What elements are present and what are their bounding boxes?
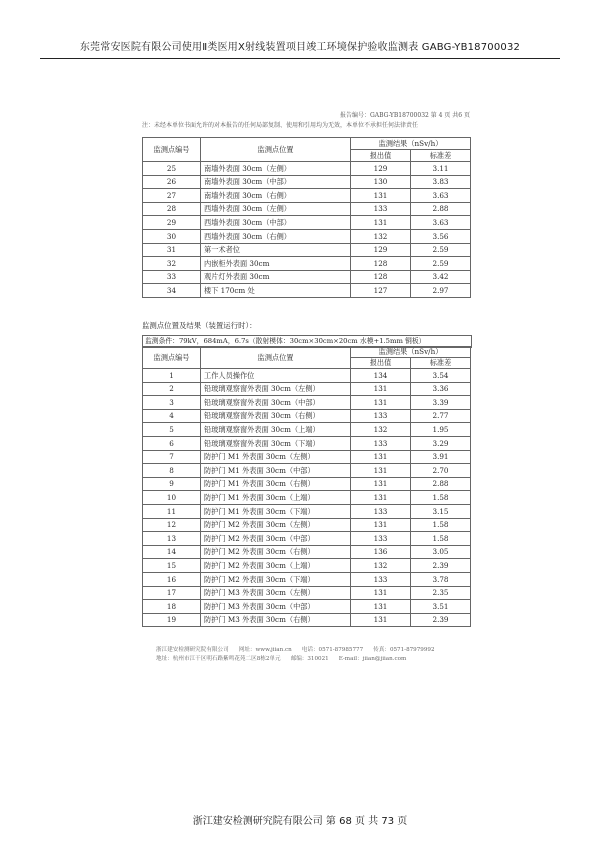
table-row bbox=[143, 243, 471, 257]
table-row bbox=[143, 423, 471, 437]
row-std-dev: 2.70 bbox=[411, 464, 471, 478]
row-id: 14 bbox=[143, 545, 201, 559]
row-id: 7 bbox=[143, 450, 201, 464]
row-id: 15 bbox=[143, 559, 201, 573]
row-id: 33 bbox=[143, 270, 201, 284]
row-std-dev: 3.05 bbox=[411, 545, 471, 559]
row-reported-value: 128 bbox=[351, 270, 411, 284]
col-std-header: 标准差 bbox=[411, 150, 471, 162]
row-std-dev: 2.59 bbox=[411, 257, 471, 271]
table-row bbox=[143, 518, 471, 532]
row-reported-value: 129 bbox=[351, 243, 411, 257]
row-id: 17 bbox=[143, 586, 201, 600]
row-position: 铅玻璃观察窗外表面 30cm（上端） bbox=[201, 423, 351, 437]
table-row bbox=[143, 202, 471, 216]
table-row bbox=[143, 613, 471, 627]
row-std-dev: 1.95 bbox=[411, 423, 471, 437]
row-position: 防护门 M3 外表面 30cm（右侧） bbox=[201, 613, 351, 627]
table-row bbox=[143, 572, 471, 586]
contact-item: 传真：0571-87979992 bbox=[373, 647, 435, 653]
row-id: 31 bbox=[143, 243, 201, 257]
lab-contact-info bbox=[156, 648, 476, 666]
row-std-dev: 3.78 bbox=[411, 572, 471, 586]
row-id: 11 bbox=[143, 504, 201, 518]
row-reported-value: 133 bbox=[351, 436, 411, 450]
row-id: 26 bbox=[143, 175, 201, 189]
row-position: 防护门 M1 外表面 30cm（右侧） bbox=[201, 477, 351, 491]
row-reported-value: 134 bbox=[351, 369, 411, 383]
row-std-dev: 2.39 bbox=[411, 559, 471, 573]
col-result-header: 监测结果（nSv/h） bbox=[351, 138, 471, 150]
table-row bbox=[143, 229, 471, 243]
table-row bbox=[143, 216, 471, 230]
row-position: 第一术者位 bbox=[201, 243, 351, 257]
row-position: 铅玻璃观察窗外表面 30cm（右侧） bbox=[201, 409, 351, 423]
row-reported-value: 131 bbox=[351, 450, 411, 464]
row-reported-value: 131 bbox=[351, 586, 411, 600]
col-id-header: 监测点编号 bbox=[143, 347, 201, 369]
row-id: 18 bbox=[143, 600, 201, 614]
row-position: 防护门 M1 外表面 30cm（左侧） bbox=[201, 450, 351, 464]
row-id: 4 bbox=[143, 409, 201, 423]
row-id: 2 bbox=[143, 382, 201, 396]
row-position: 楼下 170cm 处 bbox=[201, 284, 351, 298]
table-row bbox=[143, 586, 471, 600]
row-id: 30 bbox=[143, 229, 201, 243]
row-std-dev: 3.54 bbox=[411, 369, 471, 383]
row-reported-value: 128 bbox=[351, 257, 411, 271]
contact-item: 浙江建安检测研究院有限公司 bbox=[156, 647, 229, 653]
row-position: 防护门 M1 外表面 30cm（下端） bbox=[201, 504, 351, 518]
header-rule bbox=[40, 58, 560, 59]
row-reported-value: 131 bbox=[351, 464, 411, 478]
row-reported-value: 132 bbox=[351, 229, 411, 243]
row-id: 8 bbox=[143, 464, 201, 478]
row-std-dev: 3.63 bbox=[411, 189, 471, 203]
row-reported-value: 127 bbox=[351, 284, 411, 298]
results-table-2 bbox=[142, 346, 471, 627]
row-std-dev: 2.77 bbox=[411, 409, 471, 423]
table-row bbox=[143, 396, 471, 410]
row-position: 铅玻璃观察窗外表面 30cm（中部） bbox=[201, 396, 351, 410]
table-row bbox=[143, 175, 471, 189]
row-std-dev: 3.63 bbox=[411, 216, 471, 230]
monitoring-conditions: 监测条件：79kV，684mA，6.7s（散射模体：30cm×30cm×20cm 水模+1.5mm 铜板） bbox=[142, 335, 472, 348]
row-std-dev: 3.91 bbox=[411, 450, 471, 464]
row-reported-value: 131 bbox=[351, 216, 411, 230]
col-reported-header: 报出值 bbox=[351, 150, 411, 162]
table-row bbox=[143, 559, 471, 573]
row-reported-value: 133 bbox=[351, 572, 411, 586]
row-reported-value: 133 bbox=[351, 409, 411, 423]
row-std-dev: 2.59 bbox=[411, 243, 471, 257]
contact-item: 电话：0571-87985777 bbox=[301, 647, 364, 653]
row-std-dev: 3.56 bbox=[411, 229, 471, 243]
row-reported-value: 132 bbox=[351, 559, 411, 573]
section-title: 监测点位置及结果（装置运行时）： bbox=[142, 321, 257, 330]
disclaimer-note: 注：未经本单位书面允许的对本报告的任何局部复制、使用和引用均为无效，本单位不承担任何法律责任 bbox=[142, 122, 419, 129]
row-std-dev: 3.11 bbox=[411, 162, 471, 176]
row-position: 防护门 M1 外表面 30cm（中部） bbox=[201, 464, 351, 478]
page-footer: 浙江建安检测研究院有限公司 第 68 页 共 73 页 bbox=[192, 816, 408, 827]
row-position: 西墙外表面 30cm（左侧） bbox=[201, 202, 351, 216]
row-reported-value: 131 bbox=[351, 518, 411, 532]
row-position: 铅玻璃观察窗外表面 30cm（下端） bbox=[201, 436, 351, 450]
col-pos-header: 监测点位置 bbox=[201, 138, 351, 162]
col-std-header: 标准差 bbox=[411, 358, 471, 369]
row-id: 1 bbox=[143, 369, 201, 383]
row-position: 工作人员操作位 bbox=[201, 369, 351, 383]
table-row bbox=[143, 270, 471, 284]
row-id: 9 bbox=[143, 477, 201, 491]
row-position: 防护门 M3 外表面 30cm（左侧） bbox=[201, 586, 351, 600]
row-position: 防护门 M3 外表面 30cm（中部） bbox=[201, 600, 351, 614]
row-reported-value: 131 bbox=[351, 477, 411, 491]
col-result-header: 监测结果（nSv/h） bbox=[351, 347, 471, 358]
row-reported-value: 131 bbox=[351, 189, 411, 203]
page-header: 东莞常安医院有限公司使用Ⅱ类医用X射线装置项目竣工环境保护验收监测表 GABG-YB18700032 bbox=[79, 42, 521, 53]
row-reported-value: 129 bbox=[351, 162, 411, 176]
row-id: 13 bbox=[143, 532, 201, 546]
table-row bbox=[143, 382, 471, 396]
row-reported-value: 132 bbox=[351, 423, 411, 437]
row-std-dev: 2.88 bbox=[411, 477, 471, 491]
row-id: 27 bbox=[143, 189, 201, 203]
row-position: 南墙外表面 30cm（左侧） bbox=[201, 162, 351, 176]
row-position: 西墙外表面 30cm（右侧） bbox=[201, 229, 351, 243]
table-row bbox=[143, 162, 471, 176]
row-std-dev: 3.42 bbox=[411, 270, 471, 284]
row-reported-value: 133 bbox=[351, 202, 411, 216]
row-std-dev: 2.35 bbox=[411, 586, 471, 600]
row-position: 南墙外表面 30cm（中部） bbox=[201, 175, 351, 189]
contact-item: E-mail：jiian@jiian.com bbox=[338, 656, 407, 662]
table-row bbox=[143, 284, 471, 298]
row-position: 防护门 M2 外表面 30cm（右侧） bbox=[201, 545, 351, 559]
row-std-dev: 3.39 bbox=[411, 396, 471, 410]
row-std-dev: 1.58 bbox=[411, 518, 471, 532]
row-id: 32 bbox=[143, 257, 201, 271]
row-std-dev: 1.58 bbox=[411, 532, 471, 546]
row-position: 南墙外表面 30cm（右侧） bbox=[201, 189, 351, 203]
row-std-dev: 3.29 bbox=[411, 436, 471, 450]
row-reported-value: 131 bbox=[351, 491, 411, 505]
row-reported-value: 133 bbox=[351, 532, 411, 546]
row-position: 观片灯外表面 30cm bbox=[201, 270, 351, 284]
row-id: 19 bbox=[143, 613, 201, 627]
col-reported-header: 报出值 bbox=[351, 358, 411, 369]
row-position: 防护门 M2 外表面 30cm（上端） bbox=[201, 559, 351, 573]
row-id: 16 bbox=[143, 572, 201, 586]
table-row bbox=[143, 189, 471, 203]
report-number: 报告编号：GABG-YB18700032 第 4 页 共6 页 bbox=[340, 112, 470, 119]
row-id: 3 bbox=[143, 396, 201, 410]
row-std-dev: 3.83 bbox=[411, 175, 471, 189]
row-std-dev: 2.97 bbox=[411, 284, 471, 298]
row-std-dev: 3.51 bbox=[411, 600, 471, 614]
row-reported-value: 131 bbox=[351, 600, 411, 614]
row-position: 铅玻璃观察窗外表面 30cm（左侧） bbox=[201, 382, 351, 396]
table-row bbox=[143, 436, 471, 450]
row-reported-value: 131 bbox=[351, 613, 411, 627]
row-id: 28 bbox=[143, 202, 201, 216]
table-row bbox=[143, 464, 471, 478]
row-std-dev: 3.36 bbox=[411, 382, 471, 396]
row-reported-value: 131 bbox=[351, 382, 411, 396]
row-std-dev: 2.39 bbox=[411, 613, 471, 627]
table-row bbox=[143, 545, 471, 559]
contact-item: 邮编：310021 bbox=[290, 656, 329, 662]
row-position: 内嵌柜外表面 30cm bbox=[201, 257, 351, 271]
table-row bbox=[143, 491, 471, 505]
row-id: 34 bbox=[143, 284, 201, 298]
row-id: 25 bbox=[143, 162, 201, 176]
row-position: 防护门 M2 外表面 30cm（下端） bbox=[201, 572, 351, 586]
row-position: 防护门 M1 外表面 30cm（上端） bbox=[201, 491, 351, 505]
row-std-dev: 1.58 bbox=[411, 491, 471, 505]
row-position: 防护门 M2 外表面 30cm（左侧） bbox=[201, 518, 351, 532]
row-reported-value: 136 bbox=[351, 545, 411, 559]
contact-item: 网址：www.jiian.cn bbox=[238, 647, 292, 653]
table-row bbox=[143, 477, 471, 491]
contact-line-2 bbox=[156, 657, 476, 666]
row-std-dev: 3.15 bbox=[411, 504, 471, 518]
scanned-report-page bbox=[142, 108, 470, 668]
table-row bbox=[143, 504, 471, 518]
row-position: 防护门 M2 外表面 30cm（中部） bbox=[201, 532, 351, 546]
row-reported-value: 130 bbox=[351, 175, 411, 189]
row-id: 10 bbox=[143, 491, 201, 505]
row-id: 12 bbox=[143, 518, 201, 532]
table-row bbox=[143, 600, 471, 614]
table-row bbox=[143, 369, 471, 383]
row-position: 西墙外表面 30cm（中部） bbox=[201, 216, 351, 230]
col-pos-header: 监测点位置 bbox=[201, 347, 351, 369]
row-std-dev: 2.88 bbox=[411, 202, 471, 216]
row-reported-value: 133 bbox=[351, 504, 411, 518]
row-reported-value: 131 bbox=[351, 396, 411, 410]
row-id: 6 bbox=[143, 436, 201, 450]
table-row bbox=[143, 257, 471, 271]
table-row bbox=[143, 450, 471, 464]
row-id: 29 bbox=[143, 216, 201, 230]
table-row bbox=[143, 532, 471, 546]
contact-item: 地址：杭州市江干区明石路紫鸣花苑二区8栋2单元 bbox=[156, 656, 281, 662]
table-row bbox=[143, 409, 471, 423]
results-table-1 bbox=[142, 137, 471, 298]
row-id: 5 bbox=[143, 423, 201, 437]
col-id-header: 监测点编号 bbox=[143, 138, 201, 162]
